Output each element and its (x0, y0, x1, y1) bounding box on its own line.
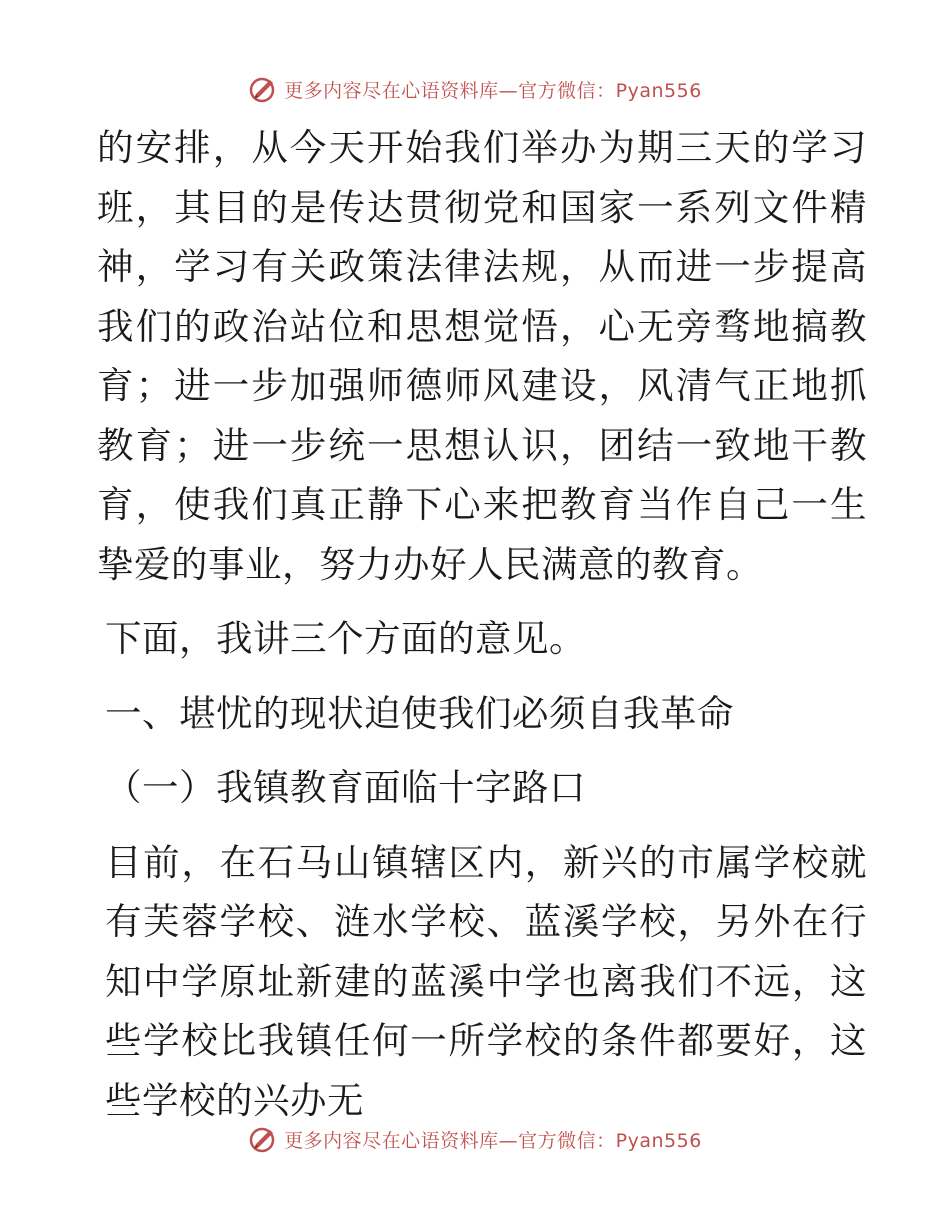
paragraph-outline: 下面，我讲三个方面的意见。 (105, 617, 586, 660)
subsection-heading-1-1: （一）我镇教育面临十字路口 (105, 766, 586, 809)
watermark-header (0, 72, 950, 106)
paragraph-intro: 的安排，从今天开始我们举办为期三天的学习班，其目的是传达贯彻党和国家一系列文件精神，学习有关政策法律法规，从而进一步提高我们的政治站位和思想觉悟，心无旁骛地搞教育；进一步加强师德师风建设，风清气正地抓教育；进一步统一思想认识，团结一致地干教育，使我们真正静下心来把教育当作自己一生挚爱的事业，努力办好人民满意的教育。 (97, 126, 867, 586)
section-heading-1: 一、堪忧的现状迫使我们必须自我革命 (105, 691, 734, 735)
pen-logo-icon (248, 1124, 278, 1154)
pen-logo-icon (248, 74, 278, 104)
paragraph-current-status: 目前，在石马山镇辖区内，新兴的市属学校就有芙蓉学校、涟水学校、蓝溪学校，另外在行知中学原址新建的蓝溪中学也离我们不远，这些学校比我镇任何一所学校的条件都要好，这些学校的兴办无 (105, 840, 867, 1122)
watermark-text: 更多内容尽在心语资料库—官方微信：Pyan556 (284, 1129, 702, 1152)
watermark-footer (0, 1122, 950, 1156)
document-body (97, 118, 867, 1130)
watermark-text: 更多内容尽在心语资料库—官方微信：Pyan556 (284, 79, 702, 102)
